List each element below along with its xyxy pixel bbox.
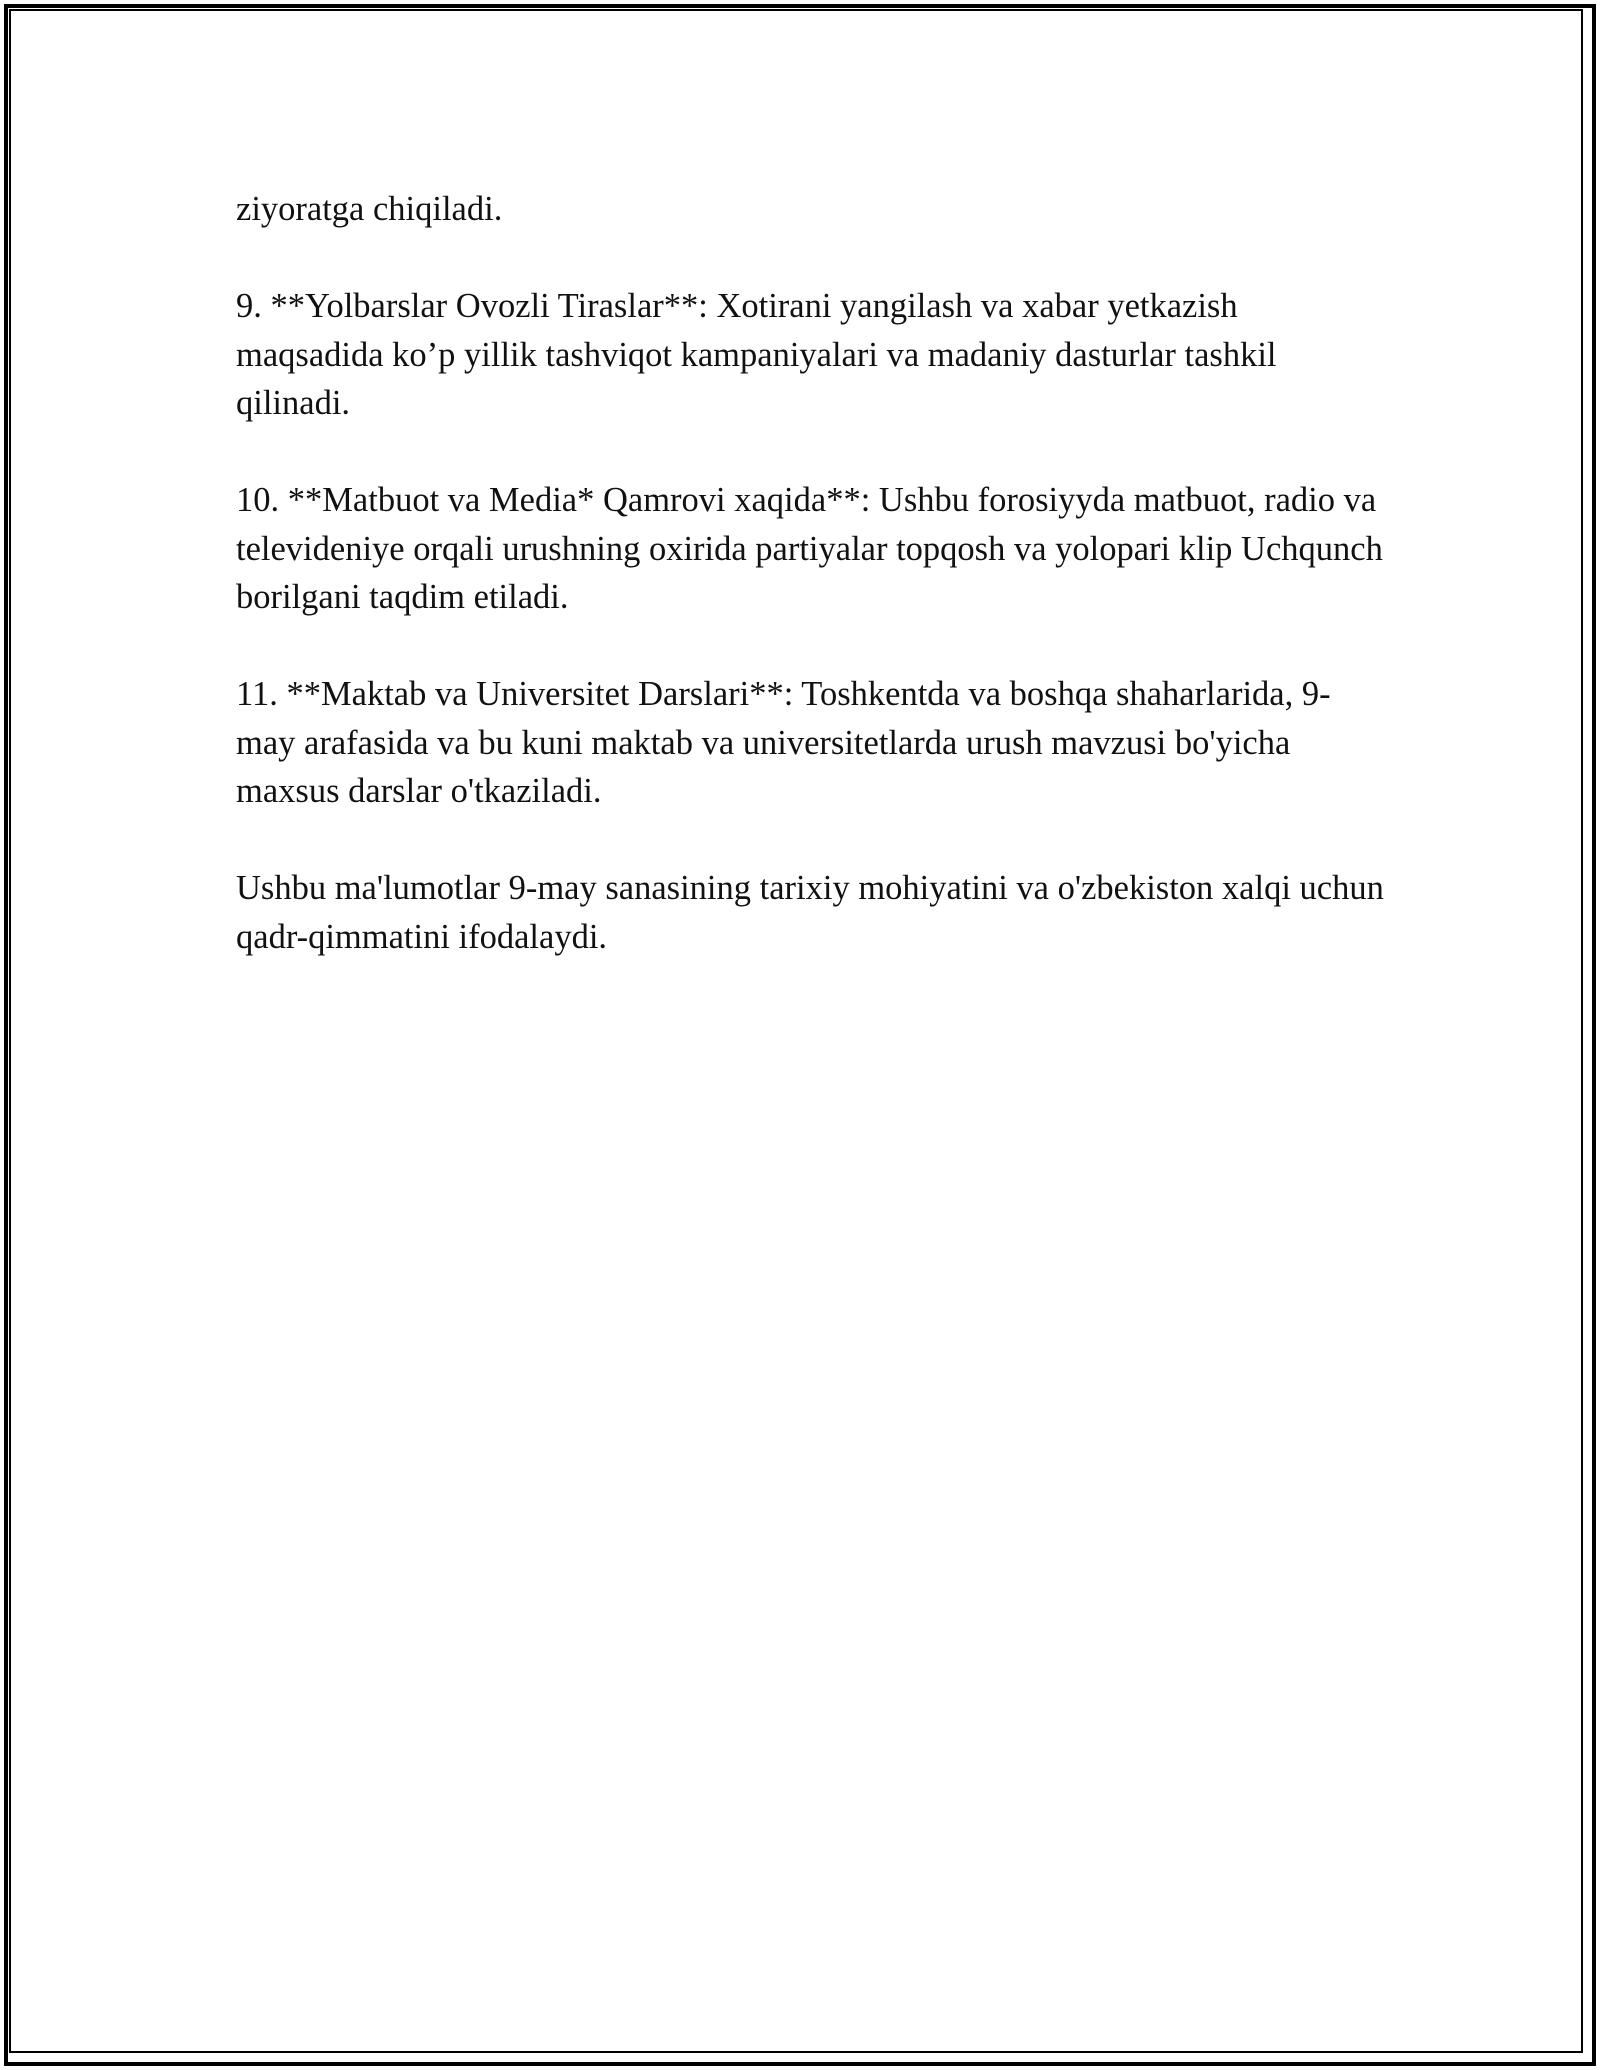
paragraph-item-10: 10. **Matbuot va Media* Qamrovi xaqida**: Ushbu forosiyyda matbuot, radio va televideniye orqali urushning oxirida partiyalar topqosh va yolopari klip Uchqunch borilgani taqdim etiladi. <box>236 481 1383 616</box>
paragraph-continuation: ziyoratga chiqiladi. <box>236 190 503 228</box>
document-body <box>236 185 1386 1010</box>
paragraph-conclusion: Ushbu ma'lumotlar 9-may sanasining tarixiy mohiyatini va o'zbekiston xalqi uchun qadr-qimmatini ifodalaydi. <box>236 869 1384 956</box>
paragraph-item-11: 11. **Maktab va Universitet Darslari**: Toshkentda va boshqa shaharlarida, 9-may arafasida va bu kuni maktab va universitetlarda urush mavzusi bo'yicha maxsus darslar o'tkaziladi. <box>236 675 1331 810</box>
paragraph-item-9: 9. **Yolbarslar Ovozli Tiraslar**: Xotirani yangilash va xabar yetkazish maqsadida ko’p yillik tashviqot kampaniyalari va madaniy dasturlar tashkil qilinadi. <box>236 287 1277 422</box>
